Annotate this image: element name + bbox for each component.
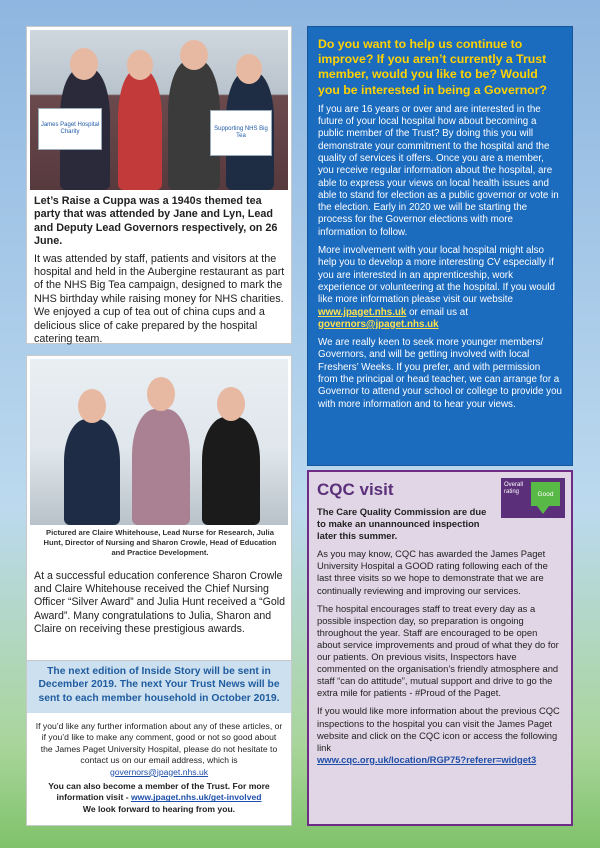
charity-sign: James Paget Hospital Charity xyxy=(38,108,102,150)
person-figure xyxy=(118,70,162,190)
tea-party-photo xyxy=(30,30,288,190)
person-head xyxy=(147,377,175,411)
website-link[interactable]: www.jpaget.nhs.uk xyxy=(318,306,407,318)
governors-email-link[interactable]: governors@jpaget.nhs.uk xyxy=(318,318,439,330)
governor-para-1: If you are 16 years or over and are interested in the future of your local hospital how about becoming a public member of the Trust? By doing this you will demonstrate your commitment to the hospital and the quality of services it offers. Once you are a member, you receive regular information about the hospital, are able to express your views on local health issues and able to stand for election as a public governor or vote in the election. Early in 2020 we will be starting the process for the Governor elections with more information to follow. xyxy=(318,103,559,238)
governor-para-2 xyxy=(318,245,562,331)
next-edition-panel xyxy=(26,660,292,826)
person-figure xyxy=(64,419,120,525)
person-figure xyxy=(132,409,190,525)
cqc-para-2: The hospital encourages staff to treat every day as a possible inspection day, so preparation is ongoing throughout the year. Staff are encouraged to be open about service improvements and proud of what they do for our patients. On previous visits, Inspectors have commented on the organisation’s friendly atmosphere and staff “can do attitude”, mutual support and drive to go the extra mile for patients - #Proud of the Paget. xyxy=(317,602,559,699)
governor-panel xyxy=(307,26,573,466)
speech-tail-icon xyxy=(537,506,549,514)
person-head xyxy=(180,40,208,70)
governor-title: Do you want to help us continue to improve? If you aren’t currently a Trust member, would you like to be? Would you be interested in being a Governor? xyxy=(318,37,547,97)
person-head xyxy=(70,48,98,80)
cqc-para-1: As you may know, CQC has awarded the James Paget University Hospital a GOOD rating following each of the last three visits so we hope to demonstrate that we are continually reviewing and improving our services. xyxy=(317,548,548,596)
tea-body: It was attended by staff, patients and visitors at the hospital and held in the Aubergine restaurant as part of the NHS Big Tea campaign, designed to mark the NHS birthday while raising money for NHS charities. We enjoyed a cup of tea out of china cups and a delicious slice of cake prepared by the hospital catering team. xyxy=(34,252,285,346)
contact-text: If you’d like any further information about any of these articles, or if you’d like to make any comment, good or not so good about the James Paget University Hospital, please do not hesitate to contact us on our email address, which is xyxy=(35,721,283,766)
governor-para-2-mid: or email us at xyxy=(409,306,468,318)
cqc-panel xyxy=(307,470,573,826)
governor-para-3: We are really keen to seek more younger members/ Governors, and will be getting involved with local Freshers’ Weeks. If you prefer, and with permission from the principal or head teacher, we can arrange for a Governor to attend your school or college to provide you with more information and to hear your views. xyxy=(318,337,562,410)
cqc-title: CQC visit xyxy=(317,480,394,499)
rating-label: Overall rating xyxy=(504,482,524,495)
nhs-big-tea-sign: Supporting NHS Big Tea xyxy=(210,110,272,156)
governor-para-2-text: More involvement with your local hospital might also help you to develop a more interesting CV especially if you are interested in an apprenticeship, work experience or volunteering at the hospital. If you would like more information please visit our website xyxy=(318,245,555,306)
next-edition-text: The next edition of Inside Story will be sent in December 2019. The next Your Trust News will be sent to each member household in October 2019. xyxy=(38,666,280,704)
next-edition-notice xyxy=(27,661,291,713)
person-head xyxy=(127,50,153,80)
member-text: You can also become a member of the Trust. For more information visit - xyxy=(48,781,270,803)
award-body: At a successful education conference Sharon Crowle and Claire Whitehouse received the Chief Nursing Officer “Silver Award” and Julia Hunt received a “Gold Award”. Many congratulations to Julia, Sharon and Claire on receiving these prestigious awards. xyxy=(34,570,286,635)
person-figure xyxy=(202,417,260,525)
contact-email-link[interactable]: governors@jpaget.nhs.uk xyxy=(109,766,209,777)
cqc-rating-badge xyxy=(501,478,565,518)
contact-info xyxy=(35,721,283,778)
tea-caption xyxy=(34,195,286,346)
person-head xyxy=(78,389,106,423)
person-head xyxy=(217,387,245,421)
tea-party-panel xyxy=(26,26,292,344)
cqc-para-3 xyxy=(317,705,563,765)
award-photo xyxy=(30,359,288,525)
membership-info xyxy=(35,781,283,815)
award-panel xyxy=(26,355,292,691)
get-involved-link[interactable]: www.jpaget.nhs.uk/get-involved xyxy=(130,792,262,803)
person-head xyxy=(236,54,262,84)
cqc-link[interactable]: www.cqc.org.uk/location/RGP75?referer=widget3 xyxy=(317,753,537,765)
cqc-intro: The Care Quality Commission are due to make an unannounced inspection later this summer. xyxy=(317,506,487,542)
closing-text: We look forward to hearing from you. xyxy=(82,803,236,814)
rating-value: Good xyxy=(531,482,560,506)
cqc-para-3-text: If you would like more information about the previous CQC inspections to the hospital you can visit the James Paget website and click on the CQC icon or access the following link xyxy=(317,705,560,753)
tea-caption-bold: Let’s Raise a Cuppa was a 1940s themed tea party that was attended by Jane and Lyn, Lead and Deputy Lead Governors respectively, on 26 June. xyxy=(34,195,278,248)
award-photo-caption: Pictured are Claire Whitehouse, Lead Nurse for Research, Julia Hunt, Director of Nursing and Sharon Crowle, Head of Education and Practice Development. xyxy=(43,528,277,557)
